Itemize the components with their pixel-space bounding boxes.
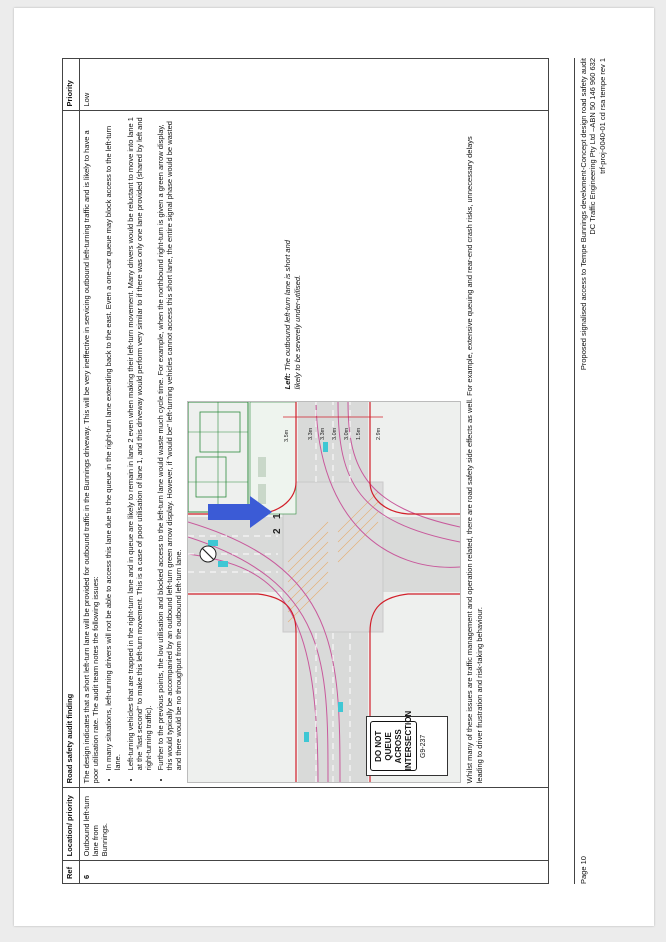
table-row bbox=[80, 59, 549, 884]
caption-label: Left: bbox=[283, 373, 293, 390]
row-finding bbox=[80, 111, 549, 788]
finding-bullet: • Further to the previous points, the low utilisation and blocked access to the left-turn lane would waste much cycle time. For example, when the northbound right-turn is given a green arrow display, this would typically be accompanied by an outbound left-turn green arrow display. However, if "would be" left-turning vehicles cannot access this short lane, the entire signal phase would be wasted and there would be no throughput from the outbound left-turn lane. bbox=[156, 115, 183, 770]
figure-row bbox=[187, 115, 461, 783]
dimension-label: 3.0m bbox=[332, 428, 339, 441]
dimension-label: 3.3m bbox=[320, 428, 327, 441]
intersection-plan-figure bbox=[187, 401, 461, 783]
figure-caption bbox=[283, 239, 303, 389]
lane-label: 1 bbox=[272, 513, 284, 520]
row-priority: Low bbox=[80, 59, 549, 111]
header-priority: Priority bbox=[63, 59, 80, 111]
finding-bullet: • Left-turning vehicles that are trapped in the right-turn lane and in queue are likely to remain in lane 2 even when making their left-turn movement. Many drivers would be reluctant to move into lane 1 at the "last second" to make this left-turn movement. This is a case of poor utilisation of lane 1, and this driveway would perform very similar to if there was only one lane provided (shared by left and right-turning traffic). bbox=[126, 115, 153, 770]
dimension-label: 3.0m bbox=[344, 428, 351, 441]
lane-label: 2 bbox=[272, 528, 284, 535]
header-finding: Road safety audit finding bbox=[63, 111, 80, 788]
rotated-content bbox=[14, 8, 654, 926]
sign-line: QUEUE bbox=[384, 732, 394, 761]
footer-details bbox=[579, 58, 607, 370]
page-footer bbox=[574, 58, 607, 884]
sign-code: G9-237 bbox=[420, 734, 428, 759]
caption-text: The outbound left-turn lane is short and likely to be severely under-utilised. bbox=[283, 240, 303, 390]
header-ref: Ref bbox=[63, 861, 80, 884]
finding-bullets bbox=[104, 115, 183, 783]
page-number: Page 10 bbox=[579, 856, 588, 884]
footer-docref: trf-proj-0040-01 cd rsa tempe rev 1 bbox=[597, 58, 607, 174]
dimension-label: 1.5m bbox=[356, 428, 363, 441]
sign-line: ACROSS bbox=[394, 729, 404, 764]
dimension-label: 3.5m bbox=[284, 430, 291, 443]
dimension-label: 2.9m bbox=[376, 428, 383, 441]
sign-line: INTERSECTION bbox=[404, 710, 414, 771]
do-not-queue-sign bbox=[366, 710, 448, 776]
audit-table bbox=[62, 58, 549, 884]
dimension-label: 3.3m bbox=[308, 428, 315, 441]
footer-company: DC Traffic Engineering Pty Ltd –ABN 50 146 960 632 bbox=[588, 58, 598, 235]
sign-line: DO NOT bbox=[374, 730, 384, 762]
finding-closing: Whilst many of these issues are traffic management and operation related, there are road safety side effects as well. For example, extensive queuing and rear-end crash risks, unnecessary delays leading to driver frustration and risk-taking behaviour. bbox=[465, 136, 484, 784]
table-header-row bbox=[63, 59, 80, 884]
footer-title: Proposed signalised access to Tempe Bunnings develoment-Concept design road safety audit bbox=[579, 58, 588, 371]
header-location: Location/ priority bbox=[63, 788, 80, 861]
document-page bbox=[14, 8, 654, 926]
finding-bullet: • In many situations, left-turning drivers will not be able to access this lane due to the queue in the right-turn lane extending back to the east. Even a one-car queue may block access to the left-turn lane. bbox=[104, 115, 122, 770]
finding-intro: The design indicates that a short left-turn lane will be provided for outbound traffic in the Bunnings driveway. This will be very ineffective in servicing outbound left-turning traffic and is likely to have a poor utilisation rate. The audit team notes the following issues: bbox=[82, 130, 101, 784]
row-location: Outbound left-turn lane from Bunnings. bbox=[80, 788, 549, 861]
row-ref: 6 bbox=[80, 861, 549, 884]
